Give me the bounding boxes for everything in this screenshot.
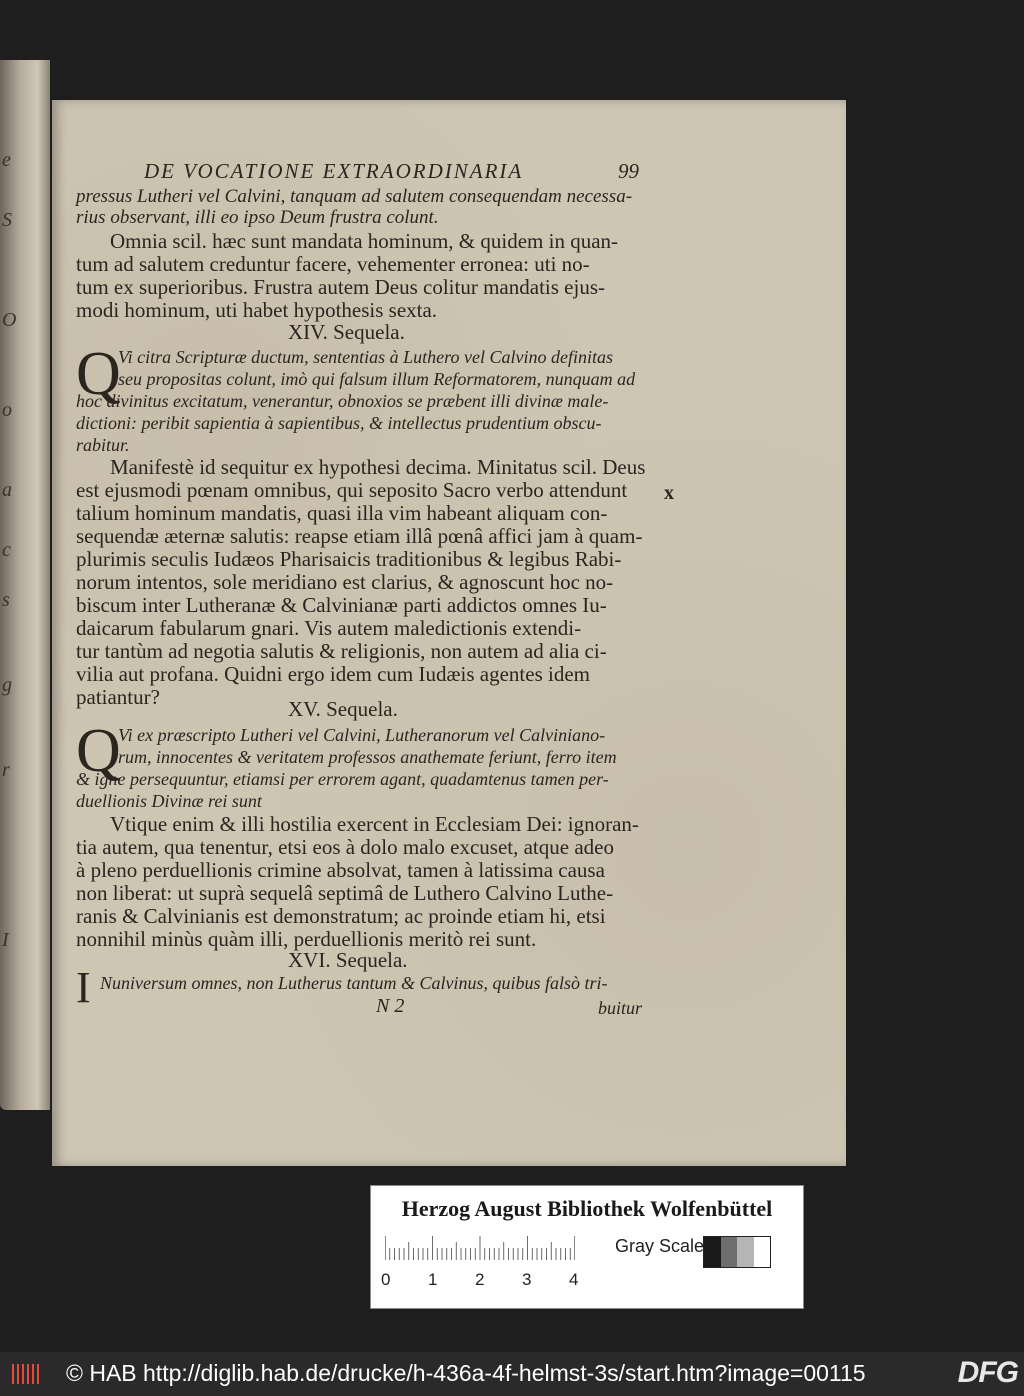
dfg-logo: DFG: [957, 1356, 1018, 1389]
catchword: buitur: [598, 998, 643, 1018]
prev-margin-mark: a: [2, 479, 12, 501]
text-line: rius observant, illi eo ipso Deum frustra colunt.: [76, 207, 439, 228]
prev-margin-mark: c: [2, 539, 11, 561]
text-line: Vi ex præscripto Lutheri vel Calvini, Lutheranorum vel Calviniano-: [118, 725, 606, 745]
ruler-number: 4: [569, 1270, 579, 1289]
text-line: pressus Lutheri vel Calvini, tanquam ad salutem consequendam necessa-: [76, 186, 633, 207]
gray-swatch: [737, 1237, 754, 1267]
ruler-number: 3: [522, 1270, 532, 1289]
text-line: & igne persequuntur, etiamsi per errorem agant, quadamtenus tamen per-: [76, 769, 609, 789]
text-line: dictioni: peribit sapientia à sapientibus, & intellectus prudentium obscu-: [76, 413, 602, 433]
prev-margin-mark: r: [2, 759, 10, 781]
text-line: daicarum fabularum gnari. Vis autem maledictionis extendi-: [76, 616, 582, 640]
text-line: patiantur?: [76, 685, 160, 709]
text-line: tia autem, qua tenentur, etsi eos à dolo malo excuset, atque adeo: [76, 835, 614, 859]
ruler-number: 0: [381, 1270, 391, 1289]
prev-margin-mark: s: [2, 589, 10, 611]
text-line: est ejusmodi pœnam omnibus, qui seposito Sacro verbo attendunt: [76, 478, 628, 502]
margin-note: x: [664, 482, 674, 504]
library-label: [370, 1185, 804, 1309]
text-line: plurimis seculis Iudæos Pharisaicis traditionibus & legibus Rabi-: [76, 547, 622, 571]
section-heading: XV. Sequela.: [288, 697, 398, 721]
running-head: DE VOCATIONE EXTRAORDINARIA: [144, 159, 524, 183]
prev-margin-mark: O: [2, 309, 17, 331]
ruler-scale: [385, 1234, 575, 1260]
text-line: tur tantùm ad negotia salutis & religionis, non autem ad alia ci-: [76, 639, 607, 663]
drop-cap: Q: [76, 717, 121, 785]
gray-swatch: [721, 1237, 738, 1267]
text-line: Manifestè id sequitur ex hypothesi decima. Minitatus scil. Deus: [110, 455, 646, 479]
text-line: seu propositas colunt, imò qui falsum illum Reformatorem, nunquam ad: [118, 369, 636, 389]
ruler-number: 2: [475, 1270, 485, 1289]
gray-swatch: [754, 1237, 771, 1267]
text-line: vilia aut profana. Quidni ergo idem cum Iudæis agentes idem: [76, 662, 590, 686]
text-line: duellionis Divinæ rei sunt: [76, 791, 262, 811]
text-line: Vi citra Scripturæ ductum, sententias à Luthero vel Calvino definitas: [118, 347, 613, 367]
prev-margin-mark: e: [2, 149, 11, 171]
gray-scale-label: Gray Scale: [615, 1236, 705, 1256]
gray-swatch: [704, 1237, 721, 1267]
prev-margin-mark: I: [2, 929, 9, 951]
text-line: non liberat: ut suprà sequelâ septimâ de Luthero Calvino Luthe-: [76, 881, 614, 905]
drop-cap: Q: [76, 340, 121, 408]
text-line: ranis & Calvinianis est demonstratum; ac proinde etiam hi, etsi: [76, 904, 606, 928]
barcode-icon: [10, 1360, 44, 1388]
section-heading: XIV. Sequela.: [288, 320, 405, 344]
text-line: modi hominum, uti habet hypothesis sexta.: [76, 298, 438, 322]
prev-margin-mark: S: [2, 209, 12, 231]
text-line: nonnihil minùs quàm illi, perduellionis meritò rei sunt.: [76, 927, 537, 951]
drop-cap: I: [76, 963, 91, 1012]
text-line: à pleno perduellionis crimine absolvat, tamen à latissima causa: [76, 858, 605, 882]
prev-margin-mark: o: [2, 399, 12, 421]
text-line: tum ad salutem creduntur facere, vehementer erronea: uti no-: [76, 252, 590, 276]
page-number: 99: [618, 159, 639, 183]
viewer-footer: [0, 1352, 1024, 1396]
text-line: hoc divinitus excitatum, venerantur, obnoxios se præbent illi divinæ male-: [76, 391, 609, 411]
text-line: Vtique enim & illi hostilia exercent in Ecclesiam Dei: ignoran-: [110, 812, 639, 836]
text-line: norum intentos, sole meridiano est clarius, & agnoscunt hoc no-: [76, 570, 614, 594]
text-line: rum, innocentes & veritatem professos anathemate feriunt, ferro item: [118, 747, 617, 767]
text-line: talium hominum mandatis, quasi illa vim habeant aliquam con-: [76, 501, 608, 525]
signature-mark: N 2: [376, 995, 405, 1017]
text-line: Omnia scil. hæc sunt mandata hominum, & quidem in quan-: [110, 229, 619, 253]
text-line: biscum inter Lutheranæ & Calvinianæ parti addictos omnes Iu-: [76, 593, 607, 617]
text-line: sequendæ æternæ salutis: reapse etiam illâ pœnâ affici jam à quam-: [76, 524, 643, 548]
text-line: tum ex superioribus. Frustra autem Deus colitur mandatis ejus-: [76, 275, 605, 299]
library-name: Herzog August Bibliothek Wolfenbüttel: [401, 1196, 773, 1221]
section-heading: XVI. Sequela.: [288, 948, 408, 972]
text-line: Nuniversum omnes, non Lutherus tantum & Calvinus, quibus falsò tri-: [100, 973, 608, 993]
gray-scale-swatches: [703, 1236, 771, 1268]
ruler-number: 1: [428, 1270, 438, 1289]
prev-margin-mark: g: [2, 674, 12, 696]
copyright-link[interactable]: © HAB http://diglib.hab.de/drucke/h-436a-4f-helmst-3s/start.htm?image=00115: [66, 1360, 866, 1386]
previous-page-edge: [0, 60, 50, 1110]
text-line: rabitur.: [76, 435, 130, 455]
book-page: [52, 100, 846, 1166]
